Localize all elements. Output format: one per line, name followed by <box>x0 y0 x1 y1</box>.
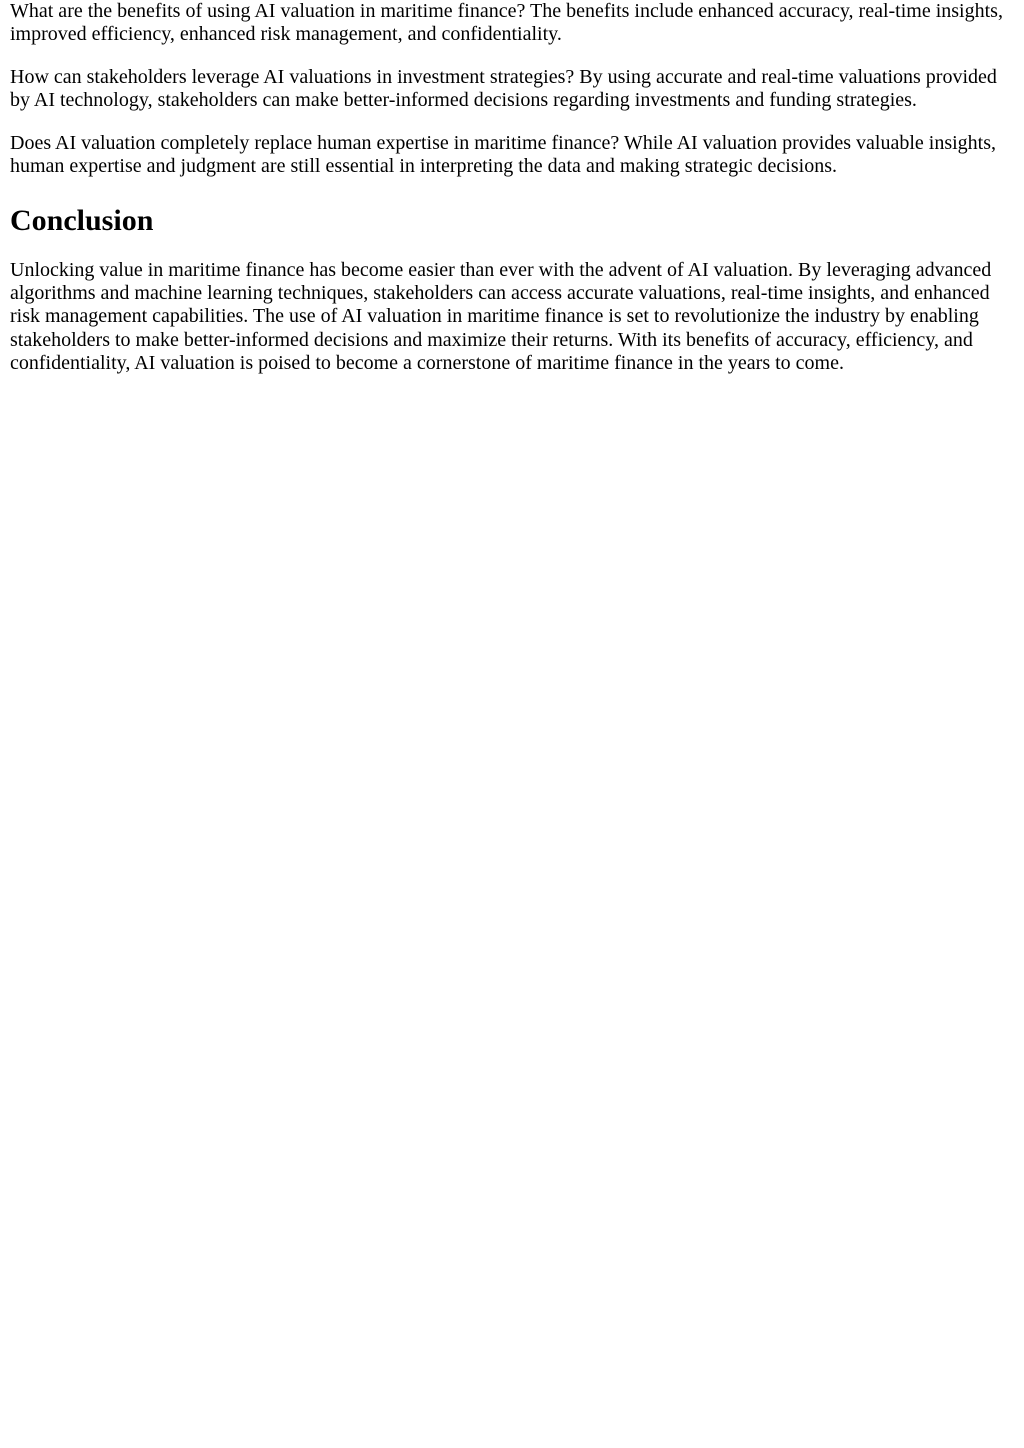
faq-paragraph-human-expertise: Does AI valuation completely replace human expertise in maritime finance? While AI valuation provides valuable insights, human expertise and judgment are still essential in interpreting the data and making strategic decisions. <box>10 132 996 178</box>
faq-section <box>10 0 1014 179</box>
conclusion-heading: Conclusion <box>10 203 154 237</box>
faq-paragraph-investment-strategies: How can stakeholders leverage AI valuations in investment strategies? By using accurate and real-time valuations provided by AI technology, stakeholders can make better-informed decisions regarding investments and funding strategies. <box>10 66 997 112</box>
conclusion-paragraph: Unlocking value in maritime finance has become easier than ever with the advent of AI valuation. By leveraging advanced algorithms and machine learning techniques, stakeholders can access accurate valuations, real-time insights, and enhanced risk management capabilities. The use of AI valuation in maritime finance is set to revolutionize the industry by enabling stakeholders to make better-informed decisions and maximize their returns. With its benefits of accuracy, efficiency, and confidentiality, AI valuation is poised to become a cornerstone of maritime finance in the years to come. <box>10 258 992 374</box>
conclusion-section <box>10 204 1014 375</box>
document-page <box>0 0 1024 375</box>
faq-paragraph-benefits: What are the benefits of using AI valuation in maritime finance? The benefits include enhanced accuracy, real-time insights, improved efficiency, enhanced risk management, and confidentiality. <box>10 0 1003 46</box>
